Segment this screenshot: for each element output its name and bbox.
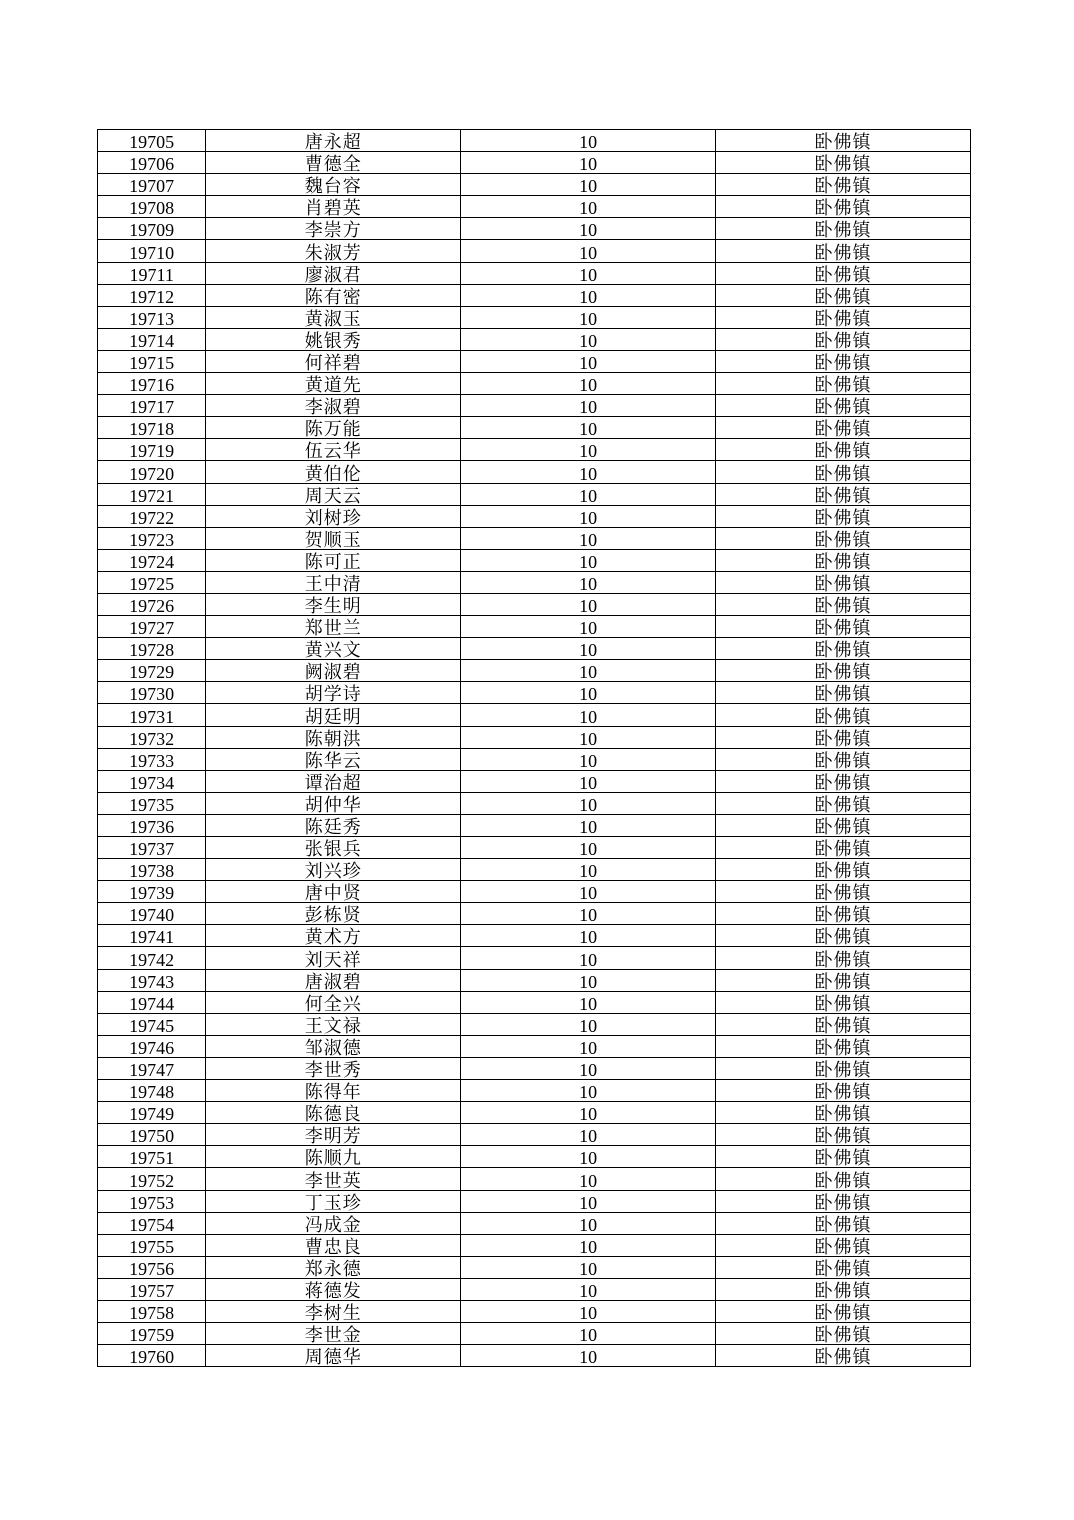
cell-amount: 10 — [461, 284, 716, 306]
cell-town: 卧佛镇 — [716, 1013, 971, 1035]
cell-name: 胡学诗 — [206, 682, 461, 704]
cell-id: 19747 — [98, 1057, 206, 1079]
cell-amount: 10 — [461, 527, 716, 549]
cell-id: 19729 — [98, 660, 206, 682]
cell-amount: 10 — [461, 395, 716, 417]
cell-id: 19758 — [98, 1300, 206, 1322]
cell-name: 黄伯伦 — [206, 461, 461, 483]
cell-amount: 10 — [461, 439, 716, 461]
cell-id: 19741 — [98, 925, 206, 947]
table-row — [98, 130, 971, 152]
data-table — [97, 129, 971, 1367]
cell-amount: 10 — [461, 969, 716, 991]
cell-name: 谭治超 — [206, 770, 461, 792]
cell-town: 卧佛镇 — [716, 1080, 971, 1102]
cell-id: 19736 — [98, 814, 206, 836]
cell-name: 刘树珍 — [206, 505, 461, 527]
cell-amount: 10 — [461, 704, 716, 726]
cell-amount: 10 — [461, 1234, 716, 1256]
table-row — [98, 814, 971, 836]
table-row — [98, 638, 971, 660]
cell-id: 19740 — [98, 903, 206, 925]
cell-id: 19735 — [98, 792, 206, 814]
cell-id: 19709 — [98, 218, 206, 240]
cell-id: 19745 — [98, 1013, 206, 1035]
cell-town: 卧佛镇 — [716, 1278, 971, 1300]
cell-amount: 10 — [461, 1035, 716, 1057]
cell-name: 刘兴珍 — [206, 859, 461, 881]
cell-id: 19737 — [98, 837, 206, 859]
cell-name: 李淑碧 — [206, 395, 461, 417]
cell-town: 卧佛镇 — [716, 770, 971, 792]
table-row — [98, 417, 971, 439]
cell-id: 19714 — [98, 328, 206, 350]
cell-amount: 10 — [461, 903, 716, 925]
cell-amount: 10 — [461, 1190, 716, 1212]
cell-name: 廖淑君 — [206, 262, 461, 284]
cell-amount: 10 — [461, 1278, 716, 1300]
cell-id: 19726 — [98, 593, 206, 615]
cell-id: 19725 — [98, 571, 206, 593]
cell-name: 周天云 — [206, 483, 461, 505]
cell-id: 19759 — [98, 1323, 206, 1345]
cell-amount: 10 — [461, 240, 716, 262]
cell-amount: 10 — [461, 1102, 716, 1124]
table-row — [98, 947, 971, 969]
cell-name: 朱淑芳 — [206, 240, 461, 262]
table-row — [98, 1190, 971, 1212]
cell-id: 19757 — [98, 1278, 206, 1300]
cell-amount: 10 — [461, 306, 716, 328]
cell-id: 19733 — [98, 748, 206, 770]
cell-name: 黄淑玉 — [206, 306, 461, 328]
cell-town: 卧佛镇 — [716, 1190, 971, 1212]
cell-town: 卧佛镇 — [716, 527, 971, 549]
cell-amount: 10 — [461, 638, 716, 660]
table-row — [98, 571, 971, 593]
cell-id: 19708 — [98, 196, 206, 218]
cell-name: 魏台容 — [206, 174, 461, 196]
cell-id: 19744 — [98, 991, 206, 1013]
cell-town: 卧佛镇 — [716, 1323, 971, 1345]
table-row — [98, 262, 971, 284]
cell-town: 卧佛镇 — [716, 616, 971, 638]
cell-town: 卧佛镇 — [716, 1300, 971, 1322]
cell-id: 19754 — [98, 1212, 206, 1234]
cell-town: 卧佛镇 — [716, 328, 971, 350]
cell-amount: 10 — [461, 925, 716, 947]
cell-id: 19743 — [98, 969, 206, 991]
table-row — [98, 350, 971, 372]
cell-town: 卧佛镇 — [716, 903, 971, 925]
cell-id: 19756 — [98, 1256, 206, 1278]
table-row — [98, 505, 971, 527]
table-row — [98, 1256, 971, 1278]
cell-name: 伍云华 — [206, 439, 461, 461]
cell-amount: 10 — [461, 792, 716, 814]
cell-town: 卧佛镇 — [716, 1057, 971, 1079]
table-row — [98, 306, 971, 328]
table-row — [98, 881, 971, 903]
cell-id: 19739 — [98, 881, 206, 903]
cell-name: 陈有密 — [206, 284, 461, 306]
cell-name: 李世秀 — [206, 1057, 461, 1079]
table-row — [98, 1057, 971, 1079]
cell-town: 卧佛镇 — [716, 306, 971, 328]
cell-amount: 10 — [461, 417, 716, 439]
cell-name: 黄术方 — [206, 925, 461, 947]
cell-id: 19760 — [98, 1345, 206, 1367]
cell-amount: 10 — [461, 1124, 716, 1146]
cell-id: 19753 — [98, 1190, 206, 1212]
cell-name: 胡廷明 — [206, 704, 461, 726]
cell-town: 卧佛镇 — [716, 792, 971, 814]
cell-amount: 10 — [461, 174, 716, 196]
cell-amount: 10 — [461, 196, 716, 218]
cell-name: 蒋德发 — [206, 1278, 461, 1300]
table-row — [98, 174, 971, 196]
cell-name: 肖碧英 — [206, 196, 461, 218]
cell-id: 19724 — [98, 549, 206, 571]
table-row — [98, 991, 971, 1013]
cell-id: 19722 — [98, 505, 206, 527]
cell-id: 19748 — [98, 1080, 206, 1102]
cell-name: 陈可正 — [206, 549, 461, 571]
cell-amount: 10 — [461, 1323, 716, 1345]
table-row — [98, 527, 971, 549]
cell-amount: 10 — [461, 859, 716, 881]
cell-amount: 10 — [461, 1345, 716, 1367]
cell-amount: 10 — [461, 991, 716, 1013]
cell-name: 陈德良 — [206, 1102, 461, 1124]
table-row — [98, 1124, 971, 1146]
table-row — [98, 218, 971, 240]
cell-town: 卧佛镇 — [716, 682, 971, 704]
table-row — [98, 1234, 971, 1256]
cell-id: 19710 — [98, 240, 206, 262]
cell-amount: 10 — [461, 770, 716, 792]
cell-name: 阙淑碧 — [206, 660, 461, 682]
cell-town: 卧佛镇 — [716, 593, 971, 615]
cell-town: 卧佛镇 — [716, 704, 971, 726]
cell-name: 李生明 — [206, 593, 461, 615]
cell-town: 卧佛镇 — [716, 1102, 971, 1124]
cell-town: 卧佛镇 — [716, 1035, 971, 1057]
cell-name: 李树生 — [206, 1300, 461, 1322]
cell-name: 何全兴 — [206, 991, 461, 1013]
cell-id: 19705 — [98, 130, 206, 152]
cell-id: 19738 — [98, 859, 206, 881]
cell-name: 彭栋贤 — [206, 903, 461, 925]
cell-amount: 10 — [461, 571, 716, 593]
cell-id: 19723 — [98, 527, 206, 549]
cell-id: 19711 — [98, 262, 206, 284]
cell-id: 19742 — [98, 947, 206, 969]
cell-town: 卧佛镇 — [716, 1256, 971, 1278]
table-row — [98, 152, 971, 174]
table-row — [98, 461, 971, 483]
cell-amount: 10 — [461, 881, 716, 903]
table-row — [98, 682, 971, 704]
cell-amount: 10 — [461, 1300, 716, 1322]
cell-id: 19746 — [98, 1035, 206, 1057]
table-row — [98, 704, 971, 726]
cell-id: 19728 — [98, 638, 206, 660]
cell-name: 陈朝洪 — [206, 726, 461, 748]
cell-amount: 10 — [461, 1146, 716, 1168]
cell-name: 胡仲华 — [206, 792, 461, 814]
cell-town: 卧佛镇 — [716, 262, 971, 284]
cell-town: 卧佛镇 — [716, 947, 971, 969]
table-row — [98, 859, 971, 881]
cell-id: 19720 — [98, 461, 206, 483]
cell-amount: 10 — [461, 328, 716, 350]
cell-town: 卧佛镇 — [716, 638, 971, 660]
cell-name: 陈万能 — [206, 417, 461, 439]
cell-town: 卧佛镇 — [716, 218, 971, 240]
cell-town: 卧佛镇 — [716, 505, 971, 527]
table-row — [98, 1168, 971, 1190]
cell-name: 黄兴文 — [206, 638, 461, 660]
cell-town: 卧佛镇 — [716, 549, 971, 571]
cell-name: 曹德全 — [206, 152, 461, 174]
cell-town: 卧佛镇 — [716, 969, 971, 991]
cell-name: 唐永超 — [206, 130, 461, 152]
cell-amount: 10 — [461, 1013, 716, 1035]
cell-name: 唐淑碧 — [206, 969, 461, 991]
table-row — [98, 196, 971, 218]
cell-town: 卧佛镇 — [716, 859, 971, 881]
cell-town: 卧佛镇 — [716, 152, 971, 174]
table-row — [98, 837, 971, 859]
table-row — [98, 593, 971, 615]
cell-town: 卧佛镇 — [716, 461, 971, 483]
cell-amount: 10 — [461, 682, 716, 704]
cell-name: 陈顺九 — [206, 1146, 461, 1168]
cell-town: 卧佛镇 — [716, 1212, 971, 1234]
cell-amount: 10 — [461, 350, 716, 372]
cell-id: 19707 — [98, 174, 206, 196]
cell-name: 李崇方 — [206, 218, 461, 240]
cell-town: 卧佛镇 — [716, 1345, 971, 1367]
table-row — [98, 328, 971, 350]
table-row — [98, 1146, 971, 1168]
table-row — [98, 1345, 971, 1367]
cell-name: 张银兵 — [206, 837, 461, 859]
cell-amount: 10 — [461, 1256, 716, 1278]
cell-id: 19732 — [98, 726, 206, 748]
table-row — [98, 1300, 971, 1322]
cell-amount: 10 — [461, 1057, 716, 1079]
cell-id: 19716 — [98, 373, 206, 395]
cell-name: 郑永德 — [206, 1256, 461, 1278]
cell-name: 唐中贤 — [206, 881, 461, 903]
table-row — [98, 1080, 971, 1102]
cell-town: 卧佛镇 — [716, 726, 971, 748]
cell-name: 丁玉珍 — [206, 1190, 461, 1212]
cell-amount: 10 — [461, 218, 716, 240]
cell-town: 卧佛镇 — [716, 439, 971, 461]
cell-id: 19752 — [98, 1168, 206, 1190]
table-row — [98, 240, 971, 262]
cell-amount: 10 — [461, 1212, 716, 1234]
cell-id: 19731 — [98, 704, 206, 726]
table-row — [98, 660, 971, 682]
cell-name: 姚银秀 — [206, 328, 461, 350]
cell-name: 刘天祥 — [206, 947, 461, 969]
cell-amount: 10 — [461, 660, 716, 682]
table-row — [98, 284, 971, 306]
cell-name: 李明芳 — [206, 1124, 461, 1146]
cell-amount: 10 — [461, 748, 716, 770]
cell-amount: 10 — [461, 616, 716, 638]
cell-amount: 10 — [461, 947, 716, 969]
cell-town: 卧佛镇 — [716, 1146, 971, 1168]
cell-town: 卧佛镇 — [716, 417, 971, 439]
cell-town: 卧佛镇 — [716, 373, 971, 395]
cell-town: 卧佛镇 — [716, 1168, 971, 1190]
cell-town: 卧佛镇 — [716, 991, 971, 1013]
cell-name: 陈华云 — [206, 748, 461, 770]
table-row — [98, 483, 971, 505]
table-row — [98, 969, 971, 991]
cell-town: 卧佛镇 — [716, 660, 971, 682]
table-row — [98, 439, 971, 461]
cell-amount: 10 — [461, 814, 716, 836]
cell-id: 19721 — [98, 483, 206, 505]
table-row — [98, 726, 971, 748]
cell-town: 卧佛镇 — [716, 748, 971, 770]
cell-name: 李世金 — [206, 1323, 461, 1345]
cell-town: 卧佛镇 — [716, 1234, 971, 1256]
cell-id: 19734 — [98, 770, 206, 792]
table-row — [98, 549, 971, 571]
cell-town: 卧佛镇 — [716, 1124, 971, 1146]
cell-name: 曹忠良 — [206, 1234, 461, 1256]
table-row — [98, 395, 971, 417]
cell-id: 19715 — [98, 350, 206, 372]
cell-amount: 10 — [461, 373, 716, 395]
cell-id: 19713 — [98, 306, 206, 328]
cell-id: 19712 — [98, 284, 206, 306]
cell-name: 何祥碧 — [206, 350, 461, 372]
cell-amount: 10 — [461, 130, 716, 152]
table-body — [98, 130, 971, 1367]
cell-name: 王文禄 — [206, 1013, 461, 1035]
cell-id: 19755 — [98, 1234, 206, 1256]
table-row — [98, 1013, 971, 1035]
cell-amount: 10 — [461, 593, 716, 615]
table-row — [98, 373, 971, 395]
cell-name: 贺顺玉 — [206, 527, 461, 549]
cell-id: 19750 — [98, 1124, 206, 1146]
cell-id: 19719 — [98, 439, 206, 461]
cell-amount: 10 — [461, 1168, 716, 1190]
cell-amount: 10 — [461, 1080, 716, 1102]
cell-amount: 10 — [461, 505, 716, 527]
cell-town: 卧佛镇 — [716, 925, 971, 947]
cell-town: 卧佛镇 — [716, 350, 971, 372]
cell-town: 卧佛镇 — [716, 174, 971, 196]
cell-name: 郑世兰 — [206, 616, 461, 638]
cell-id: 19706 — [98, 152, 206, 174]
cell-name: 李世英 — [206, 1168, 461, 1190]
cell-town: 卧佛镇 — [716, 240, 971, 262]
cell-town: 卧佛镇 — [716, 814, 971, 836]
cell-name: 黄道先 — [206, 373, 461, 395]
cell-amount: 10 — [461, 549, 716, 571]
cell-amount: 10 — [461, 483, 716, 505]
table-row — [98, 1212, 971, 1234]
cell-town: 卧佛镇 — [716, 130, 971, 152]
cell-name: 王中清 — [206, 571, 461, 593]
cell-town: 卧佛镇 — [716, 837, 971, 859]
table-row — [98, 1278, 971, 1300]
cell-town: 卧佛镇 — [716, 881, 971, 903]
cell-amount: 10 — [461, 837, 716, 859]
cell-town: 卧佛镇 — [716, 571, 971, 593]
cell-id: 19727 — [98, 616, 206, 638]
cell-town: 卧佛镇 — [716, 196, 971, 218]
table-row — [98, 903, 971, 925]
cell-amount: 10 — [461, 262, 716, 284]
cell-id: 19730 — [98, 682, 206, 704]
cell-name: 陈得年 — [206, 1080, 461, 1102]
table-row — [98, 1323, 971, 1345]
cell-id: 19718 — [98, 417, 206, 439]
cell-name: 邹淑德 — [206, 1035, 461, 1057]
table-row — [98, 770, 971, 792]
table-row — [98, 748, 971, 770]
table-row — [98, 792, 971, 814]
cell-name: 陈廷秀 — [206, 814, 461, 836]
cell-amount: 10 — [461, 152, 716, 174]
table-row — [98, 925, 971, 947]
table-row — [98, 1102, 971, 1124]
cell-id: 19751 — [98, 1146, 206, 1168]
table-row — [98, 1035, 971, 1057]
cell-amount: 10 — [461, 726, 716, 748]
cell-town: 卧佛镇 — [716, 284, 971, 306]
cell-id: 19717 — [98, 395, 206, 417]
cell-town: 卧佛镇 — [716, 395, 971, 417]
table-row — [98, 616, 971, 638]
cell-town: 卧佛镇 — [716, 483, 971, 505]
cell-id: 19749 — [98, 1102, 206, 1124]
cell-amount: 10 — [461, 461, 716, 483]
cell-name: 周德华 — [206, 1345, 461, 1367]
cell-name: 冯成金 — [206, 1212, 461, 1234]
